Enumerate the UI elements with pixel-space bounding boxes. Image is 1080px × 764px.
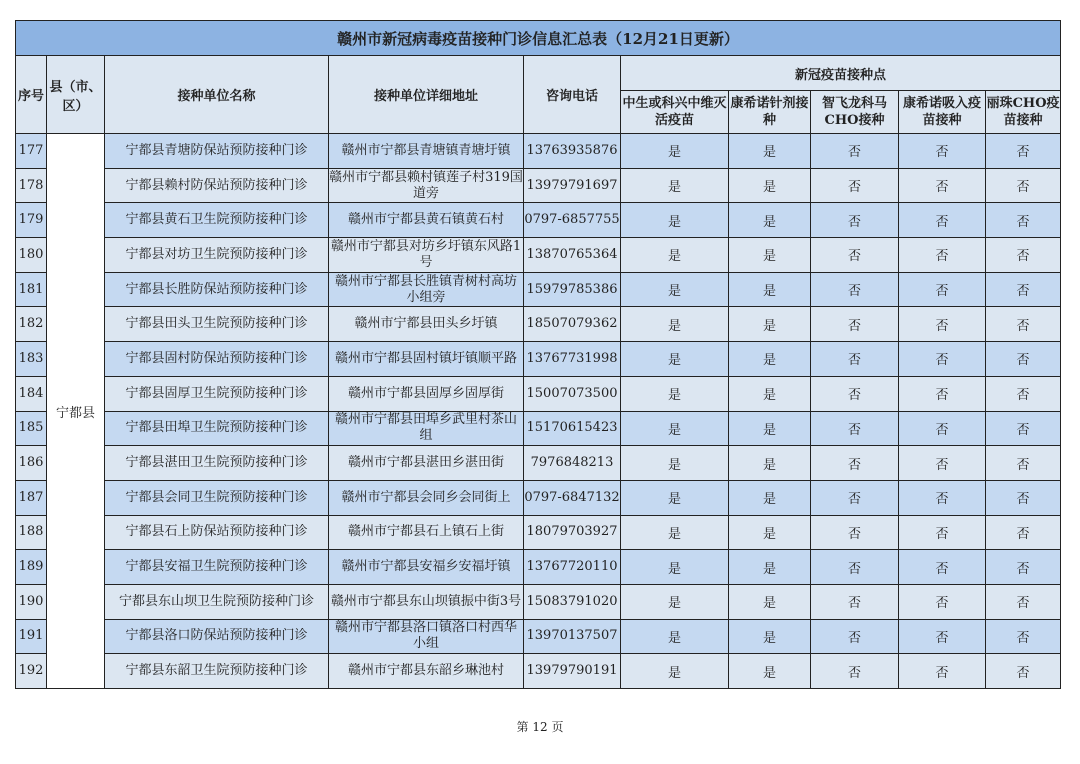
seq-cell-text: 178 xyxy=(18,177,44,193)
table-title: 赣州市新冠病毒疫苗接种门诊信息汇总表（12月21日更新） xyxy=(16,21,1061,56)
phone-cell xyxy=(524,168,621,203)
vaccine-availability-cell: 否 xyxy=(986,203,1061,238)
address-cell-text: 赣州市宁都县田头乡圩镇 xyxy=(354,316,498,332)
vaccine-availability-cell: 否 xyxy=(986,584,1061,619)
seq-cell-text: 182 xyxy=(18,316,44,332)
phone-cell-text: 0797-6857755 xyxy=(524,212,620,228)
seq-cell-text: 185 xyxy=(18,420,44,436)
seq-cell xyxy=(16,134,47,169)
table-row xyxy=(16,342,1061,377)
address-cell xyxy=(329,203,524,238)
table-row xyxy=(16,550,1061,585)
vaccine-availability-cell: 否 xyxy=(986,619,1061,654)
vaccine-availability-cell: 是 xyxy=(621,446,729,481)
name-cell-text: 宁都县田头卫生院预防接种门诊 xyxy=(125,316,308,332)
vaccine-availability-cell: 否 xyxy=(811,203,899,238)
vaccine-availability-cell: 是 xyxy=(729,550,811,585)
name-cell-text: 宁都县黄石卫生院预防接种门诊 xyxy=(125,212,308,228)
address-cell-text: 赣州市宁都县对坊乡圩镇东风路1号 xyxy=(330,238,522,270)
name-cell-text: 宁都县湛田卫生院预防接种门诊 xyxy=(125,455,308,471)
phone-cell xyxy=(524,619,621,654)
name-cell-text: 宁都县固村防保站预防接种门诊 xyxy=(125,350,308,366)
seq-cell-text: 180 xyxy=(18,246,44,262)
vaccine-availability-cell: 是 xyxy=(621,272,729,307)
address-cell-text: 赣州市宁都县固村镇圩镇顺平路 xyxy=(334,350,517,366)
seq-cell-text: 190 xyxy=(18,593,44,609)
address-cell-text: 赣州市宁都县安福乡安福圩镇 xyxy=(341,559,511,575)
seq-cell-text: 187 xyxy=(18,489,44,505)
name-cell xyxy=(105,446,329,481)
vaccine-availability-cell: 否 xyxy=(986,238,1061,273)
vaccine-availability-cell: 否 xyxy=(986,168,1061,203)
seq-cell xyxy=(16,342,47,377)
vaccine-availability-cell: 否 xyxy=(811,342,899,377)
vaccine-availability-cell: 是 xyxy=(729,619,811,654)
vaccine-availability-cell: 是 xyxy=(621,168,729,203)
seq-cell xyxy=(16,168,47,203)
phone-cell-text: 18079703927 xyxy=(526,524,618,540)
table-row xyxy=(16,307,1061,342)
phone-cell-text: 13970137507 xyxy=(526,628,618,644)
seq-cell xyxy=(16,203,47,238)
phone-cell-text: 13979790191 xyxy=(526,663,618,679)
vaccine-availability-cell: 是 xyxy=(729,168,811,203)
vaccine-availability-cell: 否 xyxy=(899,376,986,411)
vaccine-availability-cell: 否 xyxy=(899,480,986,515)
header-county: 县（市、区） xyxy=(47,56,105,134)
seq-cell-text: 184 xyxy=(18,385,44,401)
vaccine-availability-cell: 否 xyxy=(986,307,1061,342)
name-cell xyxy=(105,550,329,585)
vaccine-availability-cell: 否 xyxy=(811,307,899,342)
header-name: 接种单位名称 xyxy=(105,56,329,134)
name-cell-text: 宁都县安福卫生院预防接种门诊 xyxy=(125,559,308,575)
vaccine-availability-cell: 是 xyxy=(729,654,811,689)
vaccine-availability-cell: 是 xyxy=(621,480,729,515)
name-cell-text: 宁都县石上防保站预防接种门诊 xyxy=(125,524,308,540)
address-cell xyxy=(329,272,524,307)
header-vaccine: 智飞龙科马CHO接种 xyxy=(811,91,899,134)
vaccine-availability-cell: 否 xyxy=(811,515,899,550)
phone-cell-text: 15007073500 xyxy=(526,385,618,401)
vaccine-availability-cell: 是 xyxy=(729,307,811,342)
phone-cell xyxy=(524,342,621,377)
header-vaccine: 康希诺吸入疫苗接种 xyxy=(899,91,986,134)
phone-cell xyxy=(524,272,621,307)
seq-cell xyxy=(16,307,47,342)
phone-cell-text: 15170615423 xyxy=(526,420,618,436)
table-row xyxy=(16,168,1061,203)
name-cell xyxy=(105,134,329,169)
seq-cell xyxy=(16,654,47,689)
vaccine-availability-cell: 否 xyxy=(899,654,986,689)
table-row xyxy=(16,238,1061,273)
phone-cell xyxy=(524,550,621,585)
vaccination-table xyxy=(15,20,1061,689)
address-cell xyxy=(329,238,524,273)
name-cell xyxy=(105,654,329,689)
seq-cell xyxy=(16,272,47,307)
phone-cell-text: 13870765364 xyxy=(526,246,618,262)
phone-cell xyxy=(524,446,621,481)
vaccine-availability-cell: 否 xyxy=(899,203,986,238)
name-cell-text: 宁都县长胜防保站预防接种门诊 xyxy=(125,281,308,297)
name-cell-text: 宁都县会同卫生院预防接种门诊 xyxy=(125,489,308,505)
address-cell xyxy=(329,480,524,515)
name-cell xyxy=(105,480,329,515)
name-cell xyxy=(105,515,329,550)
vaccine-availability-cell: 否 xyxy=(899,619,986,654)
name-cell xyxy=(105,238,329,273)
vaccine-availability-cell: 是 xyxy=(621,203,729,238)
table-row xyxy=(16,584,1061,619)
vaccine-availability-cell: 否 xyxy=(899,168,986,203)
vaccine-availability-cell: 是 xyxy=(621,342,729,377)
table-row xyxy=(16,134,1061,169)
vaccine-availability-cell: 否 xyxy=(811,376,899,411)
name-cell xyxy=(105,584,329,619)
address-cell-text: 赣州市宁都县固厚乡固厚街 xyxy=(347,385,504,401)
table-row xyxy=(16,203,1061,238)
address-cell-text: 赣州市宁都县洛口镇洛口村西华小组 xyxy=(334,620,517,652)
address-cell xyxy=(329,619,524,654)
table-row xyxy=(16,411,1061,446)
vaccine-availability-cell: 是 xyxy=(621,307,729,342)
vaccine-availability-cell: 否 xyxy=(986,376,1061,411)
vaccine-availability-cell: 是 xyxy=(621,619,729,654)
name-cell xyxy=(105,342,329,377)
name-cell-text: 宁都县青塘防保站预防接种门诊 xyxy=(125,142,308,158)
vaccine-availability-cell: 是 xyxy=(729,376,811,411)
seq-cell-text: 188 xyxy=(18,524,44,540)
table-row xyxy=(16,515,1061,550)
vaccine-availability-cell: 否 xyxy=(899,584,986,619)
seq-cell xyxy=(16,480,47,515)
phone-cell xyxy=(524,654,621,689)
name-cell-text: 宁都县东山坝卫生院预防接种门诊 xyxy=(118,593,314,609)
vaccine-availability-cell: 否 xyxy=(899,550,986,585)
phone-cell xyxy=(524,134,621,169)
vaccine-availability-cell: 否 xyxy=(811,480,899,515)
vaccine-availability-cell: 是 xyxy=(621,550,729,585)
address-cell-text: 赣州市宁都县石上镇石上街 xyxy=(347,524,504,540)
address-cell-text: 赣州市宁都县会同乡会同街上 xyxy=(341,489,511,505)
vaccine-availability-cell: 否 xyxy=(899,411,986,446)
name-cell-text: 宁都县东韶卫生院预防接种门诊 xyxy=(125,663,308,679)
vaccine-availability-cell: 否 xyxy=(899,515,986,550)
table-row xyxy=(16,272,1061,307)
vaccine-availability-cell: 是 xyxy=(729,238,811,273)
phone-cell xyxy=(524,584,621,619)
phone-cell xyxy=(524,203,621,238)
phone-cell xyxy=(524,238,621,273)
vaccine-availability-cell: 是 xyxy=(729,203,811,238)
address-cell xyxy=(329,134,524,169)
phone-cell-text: 15979785386 xyxy=(526,281,618,297)
address-cell xyxy=(329,446,524,481)
name-cell xyxy=(105,376,329,411)
vaccine-availability-cell: 是 xyxy=(621,238,729,273)
phone-cell-text: 13767731998 xyxy=(526,350,618,366)
seq-cell-text: 179 xyxy=(18,212,44,228)
vaccine-availability-cell: 否 xyxy=(986,654,1061,689)
vaccine-availability-cell: 否 xyxy=(811,446,899,481)
address-cell xyxy=(329,168,524,203)
address-cell xyxy=(329,515,524,550)
name-cell xyxy=(105,168,329,203)
vaccine-availability-cell: 否 xyxy=(986,134,1061,169)
header-vaccine: 康希诺针剂接种 xyxy=(729,91,811,134)
phone-cell xyxy=(524,480,621,515)
vaccine-availability-cell: 否 xyxy=(899,342,986,377)
name-cell xyxy=(105,307,329,342)
seq-cell xyxy=(16,584,47,619)
header-address: 接种单位详细地址 xyxy=(329,56,524,134)
seq-cell xyxy=(16,619,47,654)
header-vaccine-group: 新冠疫苗接种点 xyxy=(621,56,1061,91)
phone-cell-text: 13763935876 xyxy=(526,142,618,158)
vaccine-availability-cell: 否 xyxy=(899,272,986,307)
phone-cell xyxy=(524,515,621,550)
page-number: 第 12 页 xyxy=(516,720,564,734)
vaccine-availability-cell: 否 xyxy=(899,238,986,273)
seq-cell-text: 191 xyxy=(18,628,44,644)
vaccine-availability-cell: 否 xyxy=(811,550,899,585)
seq-cell xyxy=(16,376,47,411)
address-cell xyxy=(329,342,524,377)
phone-cell xyxy=(524,376,621,411)
vaccine-availability-cell: 否 xyxy=(899,134,986,169)
header-phone: 咨询电话 xyxy=(524,56,621,134)
seq-cell-text: 189 xyxy=(18,559,44,575)
seq-cell xyxy=(16,550,47,585)
seq-cell-text: 183 xyxy=(18,350,44,366)
table-row xyxy=(16,619,1061,654)
seq-cell-text: 181 xyxy=(18,281,44,297)
address-cell-text: 赣州市宁都县东山坝镇振中街3号 xyxy=(330,593,522,609)
address-cell xyxy=(329,376,524,411)
phone-cell-text: 15083791020 xyxy=(526,593,618,609)
header-vaccine: 丽珠CHO疫苗接种 xyxy=(986,91,1061,134)
vaccine-availability-cell: 否 xyxy=(811,584,899,619)
vaccine-availability-cell: 否 xyxy=(986,272,1061,307)
name-cell-text: 宁都县赖村防保站预防接种门诊 xyxy=(125,177,308,193)
vaccine-availability-cell: 否 xyxy=(986,411,1061,446)
table-row xyxy=(16,480,1061,515)
vaccine-availability-cell: 否 xyxy=(986,480,1061,515)
vaccine-availability-cell: 否 xyxy=(811,168,899,203)
name-cell xyxy=(105,411,329,446)
vaccine-availability-cell: 否 xyxy=(811,134,899,169)
phone-cell xyxy=(524,411,621,446)
vaccine-availability-cell: 是 xyxy=(729,272,811,307)
vaccine-availability-cell: 是 xyxy=(729,446,811,481)
vaccine-availability-cell: 否 xyxy=(811,654,899,689)
vaccine-availability-cell: 否 xyxy=(811,619,899,654)
vaccine-availability-cell: 否 xyxy=(986,446,1061,481)
seq-cell-text: 192 xyxy=(18,663,44,679)
name-cell-text: 宁都县田埠卫生院预防接种门诊 xyxy=(125,420,308,436)
address-cell-text: 赣州市宁都县青塘镇青塘圩镇 xyxy=(341,142,511,158)
vaccine-availability-cell: 否 xyxy=(986,342,1061,377)
address-cell xyxy=(329,307,524,342)
address-cell xyxy=(329,411,524,446)
name-cell-text: 宁都县对坊卫生院预防接种门诊 xyxy=(125,246,308,262)
address-cell xyxy=(329,654,524,689)
name-cell xyxy=(105,272,329,307)
vaccine-availability-cell: 是 xyxy=(621,134,729,169)
vaccine-availability-cell: 否 xyxy=(986,550,1061,585)
phone-cell xyxy=(524,307,621,342)
table-row xyxy=(16,376,1061,411)
vaccine-availability-cell: 否 xyxy=(899,307,986,342)
address-cell xyxy=(329,584,524,619)
table-row xyxy=(16,446,1061,481)
address-cell-text: 赣州市宁都县田埠乡武里村茶山组 xyxy=(334,412,517,444)
county-cell: 宁都县 xyxy=(47,134,105,689)
address-cell-text: 赣州市宁都县黄石镇黄石村 xyxy=(347,212,504,228)
seq-cell-text: 186 xyxy=(18,455,44,471)
vaccine-availability-cell: 是 xyxy=(729,134,811,169)
seq-cell xyxy=(16,411,47,446)
seq-cell xyxy=(16,515,47,550)
address-cell-text: 赣州市宁都县东韶乡琳池村 xyxy=(347,663,504,679)
phone-cell-text: 18507079362 xyxy=(526,316,618,332)
vaccine-availability-cell: 是 xyxy=(729,480,811,515)
phone-cell-text: 0797-6847132 xyxy=(524,489,620,505)
name-cell xyxy=(105,619,329,654)
name-cell-text: 宁都县固厚卫生院预防接种门诊 xyxy=(125,385,308,401)
vaccine-availability-cell: 否 xyxy=(811,238,899,273)
vaccine-availability-cell: 是 xyxy=(621,376,729,411)
vaccine-availability-cell: 否 xyxy=(899,446,986,481)
header-vaccine: 中生或科兴中维灭活疫苗 xyxy=(621,91,729,134)
vaccine-availability-cell: 否 xyxy=(811,272,899,307)
name-cell xyxy=(105,203,329,238)
vaccine-availability-cell: 是 xyxy=(729,342,811,377)
vaccine-availability-cell: 是 xyxy=(621,654,729,689)
vaccine-availability-cell: 是 xyxy=(621,515,729,550)
address-cell-text: 赣州市宁都县湛田乡湛田街 xyxy=(347,455,504,471)
vaccine-availability-cell: 否 xyxy=(811,411,899,446)
address-cell xyxy=(329,550,524,585)
vaccine-availability-cell: 否 xyxy=(986,515,1061,550)
seq-cell xyxy=(16,238,47,273)
seq-cell-text: 177 xyxy=(18,142,44,158)
seq-cell xyxy=(16,446,47,481)
phone-cell-text: 7976848213 xyxy=(530,455,614,471)
address-cell-text: 赣州市宁都县长胜镇青树村高坊小组旁 xyxy=(334,273,517,305)
phone-cell-text: 13979791697 xyxy=(526,177,618,193)
address-cell-text: 赣州市宁都县赖村镇莲子村319国道旁 xyxy=(329,169,523,201)
name-cell-text: 宁都县洛口防保站预防接种门诊 xyxy=(125,628,308,644)
phone-cell-text: 13767720110 xyxy=(526,559,618,575)
vaccine-availability-cell: 是 xyxy=(729,411,811,446)
header-seq: 序号 xyxy=(16,56,47,134)
vaccine-availability-cell: 是 xyxy=(729,515,811,550)
vaccine-availability-cell: 是 xyxy=(621,584,729,619)
table-row xyxy=(16,654,1061,689)
vaccine-availability-cell: 是 xyxy=(729,584,811,619)
vaccine-availability-cell: 是 xyxy=(621,411,729,446)
